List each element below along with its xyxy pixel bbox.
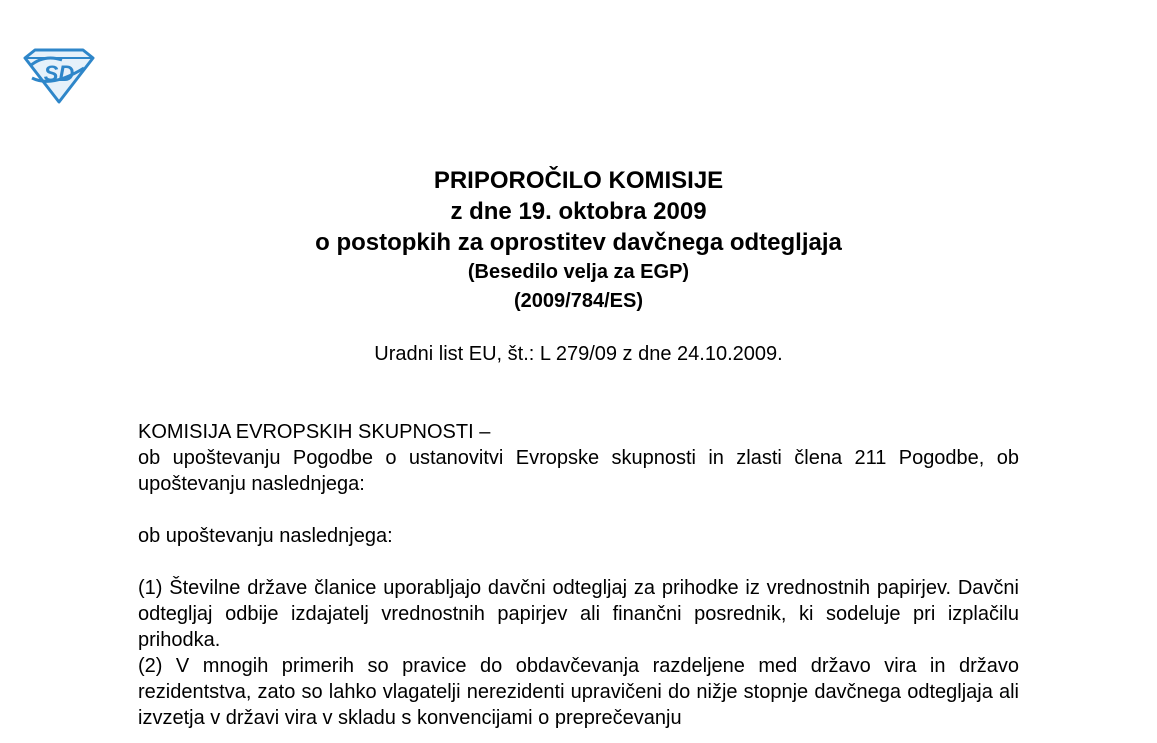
recital-1: (1) Številne države članice uporabljajo davčni odtegljaj za prihodke iz vrednostnih papirjev. Davčni odtegljaj odbije izdajatelj vrednostnih papirjev ali finančni posrednik, ki sodeluje pri izplačilu prihodka. — [138, 577, 1019, 651]
title-line-3: o postopkih za oprostitev davčnega odtegljaja — [315, 229, 842, 256]
commission-heading: KOMISIJA EVROPSKIH SKUPNOSTI – — [138, 421, 491, 443]
recital-2: (2) V mnogih primerih so pravice do obdavčevanja razdeljene med državo vira in državo rezidentstva, zato so lahko vlagatelji nerezidenti upravičeni do nižje stopnje davčnega odtegljaja ali izvzetja v državi vira v skladu s konvencijami o preprečevanju — [138, 655, 1019, 729]
eea-relevance-note: (Besedilo velja za EGP) — [467, 261, 690, 283]
official-journal-reference: Uradni list EU, št.: L 279/09 z dne 24.10.2009. — [374, 343, 783, 365]
title-line-2: z dne 19. oktobra 2009 — [450, 198, 707, 225]
sd-logo-icon — [22, 48, 96, 104]
title-line-1: PRIPOROČILO KOMISIJE — [433, 167, 724, 194]
document-reference: (2009/784/ES) — [514, 290, 643, 312]
paragraph-spacer — [138, 549, 1019, 575]
document-body — [138, 419, 1019, 731]
paragraph-spacer — [138, 497, 1019, 523]
considering-paragraph: ob upoštevanju naslednjega: — [138, 525, 393, 547]
svg-text:SD: SD — [43, 61, 75, 86]
document-title-block — [0, 165, 1157, 316]
treaty-paragraph: ob upoštevanju Pogodbe o ustanovitvi Evropske skupnosti in zlasti člena 211 Pogodbe, ob upoštevanju naslednjega: — [138, 447, 1019, 495]
